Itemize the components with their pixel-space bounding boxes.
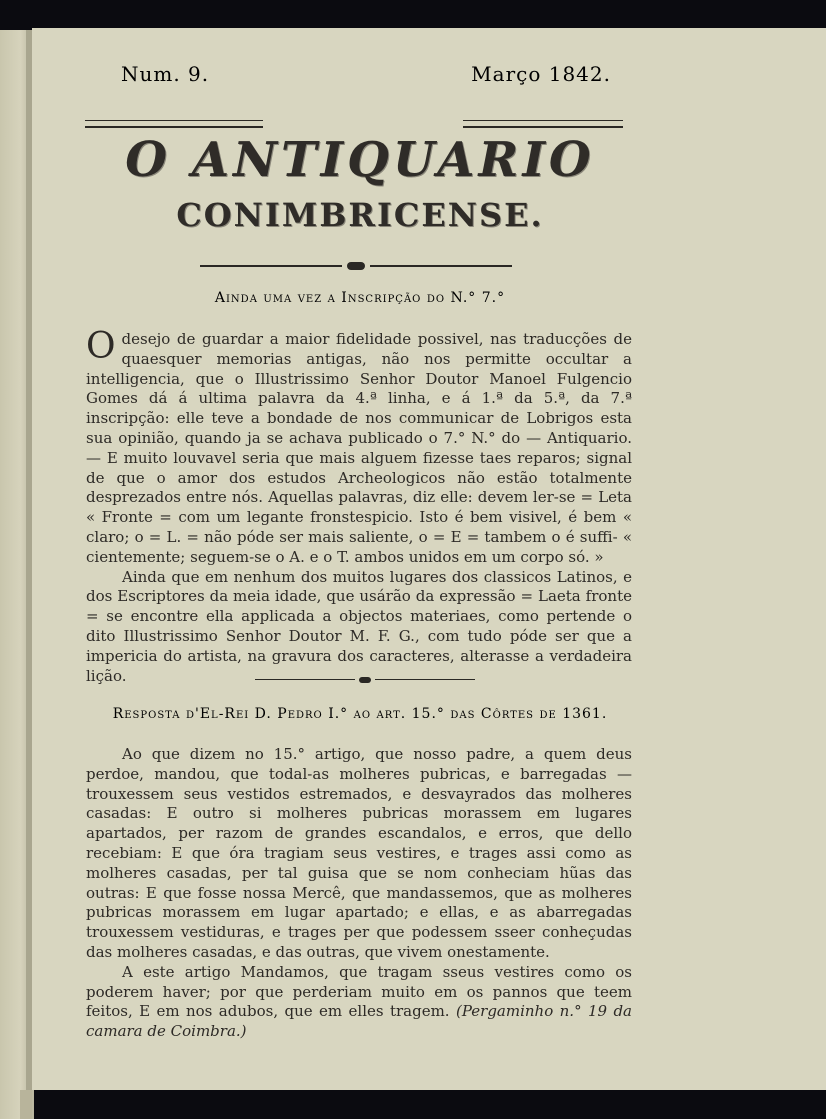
article-2-paragraph-1: Ao que dizem no 15.° artigo, que nosso padre, a quem deus perdoe, mandou, que todal-as molheres pubricas, e barregadas — trouxessem seus vestidos estremados, e desvayrados das molheres casadas: E outro si molheres pubricas morassem em lugares apartados, per razom de grandes escandalos, e erros, que dello recebiam: E que óra tragiam seus vestires, e trages assi como as molheres casadas, per tal guisa que se nom conheciam hũas das outras: E que fosse nossa Mercê, que mandassemos, que as molheres pubricas morassem em lugar apartado; e ellas, e as abarregadas trouxessem vestiduras, e trages per que podessem sseer conheçudas das molheres casadas, e das outras, que vivem onestamente. (86, 745, 632, 961)
masthead-subtitle: CONIMBRICENSE. (176, 196, 544, 234)
citation: (Pergaminho n.° 19 da camara de Coimbra.) (86, 1002, 632, 1041)
section-divider (255, 676, 475, 684)
article-2-paragraph-2-text: A este artigo Mandamos, que tragam sseus vestires como os poderem haver; por que perderiam muito em os pannos que teem feitos, E em nos adubos, que em elles tragem. (86, 962, 632, 1021)
page-edge-strip (0, 30, 34, 1119)
issue-header (85, 62, 623, 92)
article-1-paragraph-2: Ainda que em nenhum dos muitos lugares dos classicos Latinos, e dos Escriptores da meia idade, que usárão da expressão = Laeta fronte = se encontre ella applicada a objectos materiaes, como pertende o dito Illustrissimo Senhor Doutor M. F. G., com tudo póde ser que a impericia do artista, na gravura dos caracteres, alterasse a verdadeira lição. (86, 567, 632, 685)
article-2-title: Resposta d'El-Rei D. Pedro I.° ao art. 15.° das Côrtes de 1361. (112, 706, 608, 722)
binding-tab (20, 1090, 32, 1119)
header-rule-left (85, 120, 263, 128)
article-1-title: Ainda uma vez a Inscripção do N.° 7.° (214, 290, 506, 306)
masthead-ornament-rule (200, 262, 512, 270)
drop-cap: O (86, 326, 116, 367)
issue-number: Num. 9. (121, 62, 210, 86)
masthead-title: O ANTIQUARIO (125, 132, 595, 188)
article-2-body (86, 745, 632, 1042)
article-1-body (86, 326, 632, 686)
issue-date: Março 1842. (471, 62, 611, 86)
article-2-paragraph-2 (86, 963, 632, 1042)
article-1-paragraph-1 (86, 326, 632, 568)
article-1-paragraph-1-text: desejo de guardar a maior fidelidade possivel, nas traducções de quaesquer memorias antigas, não nos permitte occultar a intelligencia, que o Illustrissimo Senhor Doutor Manoel Fulgencio Gomes dá á ultima palavra da 4.ª linha, e á 1.ª da 5.ª, da 7.ª inscripção: elle teve a bondade de nos communicar de Lobrigos esta sua opinião, quando ja se achava publicado o 7.° N.° do — Antiquario. — E muito louvavel seria que mais alguem fizesse taes reparos; signal de que o amor dos estudos Archeologicos não estão totalmente desprezados entre nós. Aquellas palavras, diz elle: devem ler-se = Leta « Fronte = com um legante fronstespicio. Isto é bem visivel, é bem « claro; o = L. = não póde ser mais saliente, o = E = tambem o é suffi- « cientemente; seguem-se o A. e o T. ambos unidos em um corpo só. » (86, 330, 632, 566)
header-rule-right (463, 120, 623, 128)
